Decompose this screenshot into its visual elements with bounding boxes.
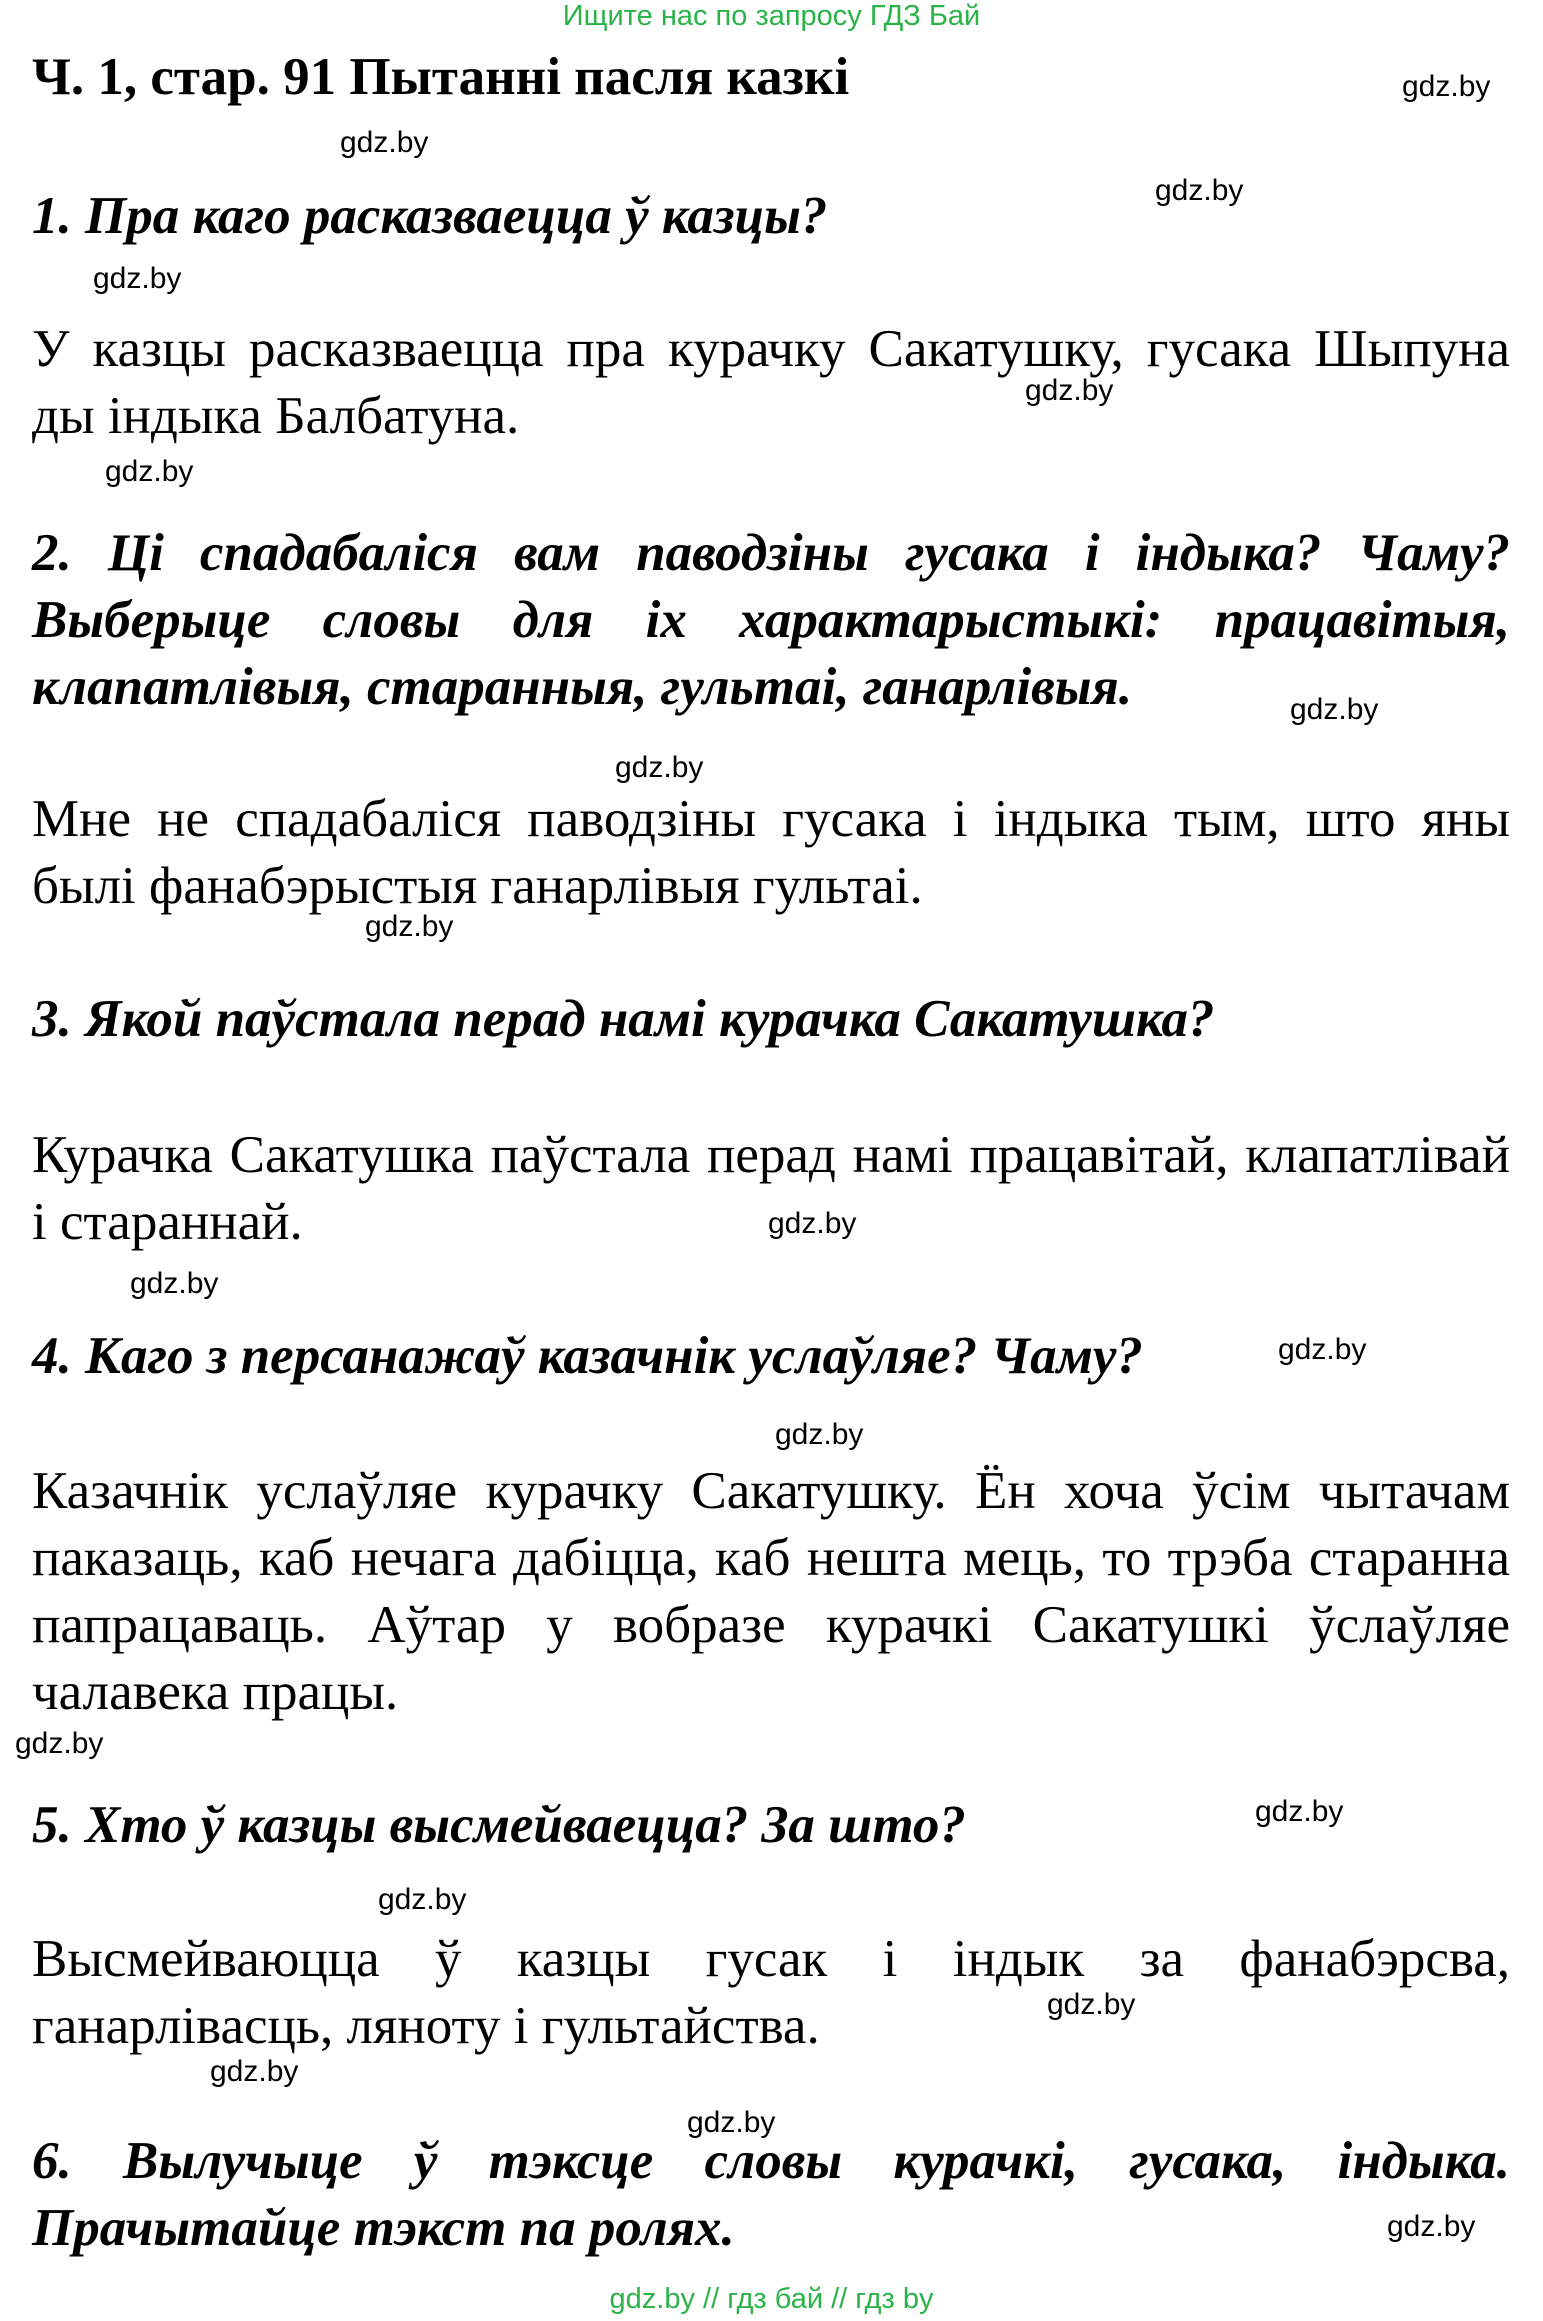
watermark: gdz.by xyxy=(130,1267,219,1300)
search-hint-banner: Ищите нас по запросу ГДЗ Бай xyxy=(562,0,981,32)
question-4: 4. Каго з персанажаў казачнік услаўляе? Чаму? xyxy=(32,1327,1143,1385)
question-3: 3. Якой паўстала перад намі курачка Сакатушка? xyxy=(32,990,1215,1048)
answer-5: Высмейваюцца ў казцы гусак і індык за фанабэрсва, ганарлівасць, ляноту і гультайства. xyxy=(32,1930,1510,2055)
watermark: gdz.by xyxy=(340,126,429,159)
answer-4: Казачнік услаўляе курачку Сакатушку. Ён хоча ўсім чытачам паказаць, каб нечага дабіцца, каб нешта мець, то трэба старанна папрацаваць. Аўтар у вобразе курачкі Сакатушкі ўслаўляе чалавека працы. xyxy=(32,1462,1510,1721)
watermark: gdz.by xyxy=(687,2106,776,2139)
question-6: 6. Вылучыце ў тэксце словы курачкі, гусака, індыка. Прачытайце тэкст па ролях. xyxy=(32,2132,1510,2257)
question-5: 5. Хто ў казцы высмейваецца? За што? xyxy=(32,1796,966,1854)
watermark: gdz.by xyxy=(1387,2210,1476,2243)
watermark: gdz.by xyxy=(105,455,194,488)
watermark: gdz.by xyxy=(1402,70,1491,103)
answer-2: Мне не спадабаліся паводзіны гусака і індыка тым, што яны былі фанабэрыстыя ганарлівыя гультаі. xyxy=(32,790,1510,915)
footer-watermark: gdz.by // гдз бай // гдз by xyxy=(609,2283,934,2315)
watermark: gdz.by xyxy=(1155,174,1244,207)
answer-3: Курачка Сакатушка паўстала перад намі працавітай, клапатлівай і стараннай. xyxy=(32,1126,1510,1251)
watermark: gdz.by xyxy=(1025,374,1114,407)
watermark: gdz.by xyxy=(615,751,704,784)
watermark: gdz.by xyxy=(210,2055,299,2088)
watermark: gdz.by xyxy=(1047,1988,1136,2021)
page-title: Ч. 1, стар. 91 Пытанні пасля казкі xyxy=(32,48,850,106)
watermark: gdz.by xyxy=(1255,1795,1344,1828)
watermark: gdz.by xyxy=(365,910,454,943)
question-1: 1. Пра каго расказваецца ў казцы? xyxy=(32,187,828,245)
watermark: gdz.by xyxy=(768,1207,857,1240)
watermark: gdz.by xyxy=(1290,693,1379,726)
watermark: gdz.by xyxy=(775,1418,864,1451)
watermark: gdz.by xyxy=(378,1883,467,1916)
watermark: gdz.by xyxy=(1278,1333,1367,1366)
answer-1: У казцы расказваецца пра курачку Сакатушку, гусака Шыпуна ды індыка Балбатуна. xyxy=(32,320,1510,445)
question-2: 2. Ці спадабаліся вам паводзіны гусака і індыка? Чаму? Выберыце словы для іх характарыстыкі: працавітыя, клапатлівыя, старанныя, гультаі, ганарлівыя. xyxy=(32,524,1510,716)
watermark: gdz.by xyxy=(15,1727,104,1760)
watermark: gdz.by xyxy=(93,262,182,295)
